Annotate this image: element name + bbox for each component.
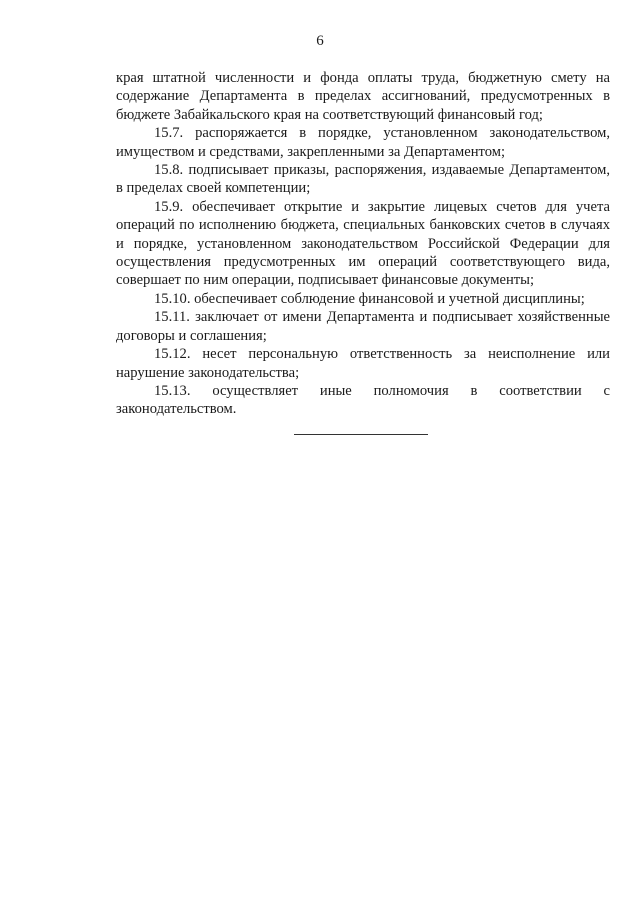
paragraph-15-8: 15.8. подписывает приказы, распоряжения, издаваемые Департаментом, в пределах своей компетенции; <box>116 162 610 197</box>
paragraph-continuation: края штатной численности и фонда оплаты труда, бюджетную смету на содержание Департамента в пределах ассигнований, предусмотренных в бюджете Забайкальского края на соответствующий финансовый год; <box>116 70 610 123</box>
paragraph-15-13: 15.13. осуществляет иные полномочия в соответствии с законодательством. <box>116 382 610 418</box>
page-number: 6 <box>316 33 324 49</box>
paragraph-15-9: 15.9. обеспечивает открытие и закрытие лицевых счетов для учета операций по исполнению бюджета, специальных банковских счетов в случаях и порядке, установленном законодательством Российской Федерации для осуществления предусмотренных им операций соответствующего вида, совершает по ним операции, подписывает финансовые документы; <box>116 198 610 289</box>
paragraph-15-11: 15.11. заключает от имени Департамента и подписывает хозяйственные договоры и соглашения; <box>116 309 610 344</box>
end-of-document-rule <box>294 434 428 435</box>
document-body <box>116 69 610 419</box>
paragraph-15-10: 15.10. обеспечивает соблюдение финансовой и учетной дисциплины; <box>154 290 585 307</box>
paragraph-15-12: 15.12. несет персональную ответственность за неисполнение или нарушение законодательства; <box>116 346 610 381</box>
paragraph-15-7: 15.7. распоряжается в порядке, установленном законодательством, имуществом и средствами, закрепленными за Департаментом; <box>116 125 610 160</box>
